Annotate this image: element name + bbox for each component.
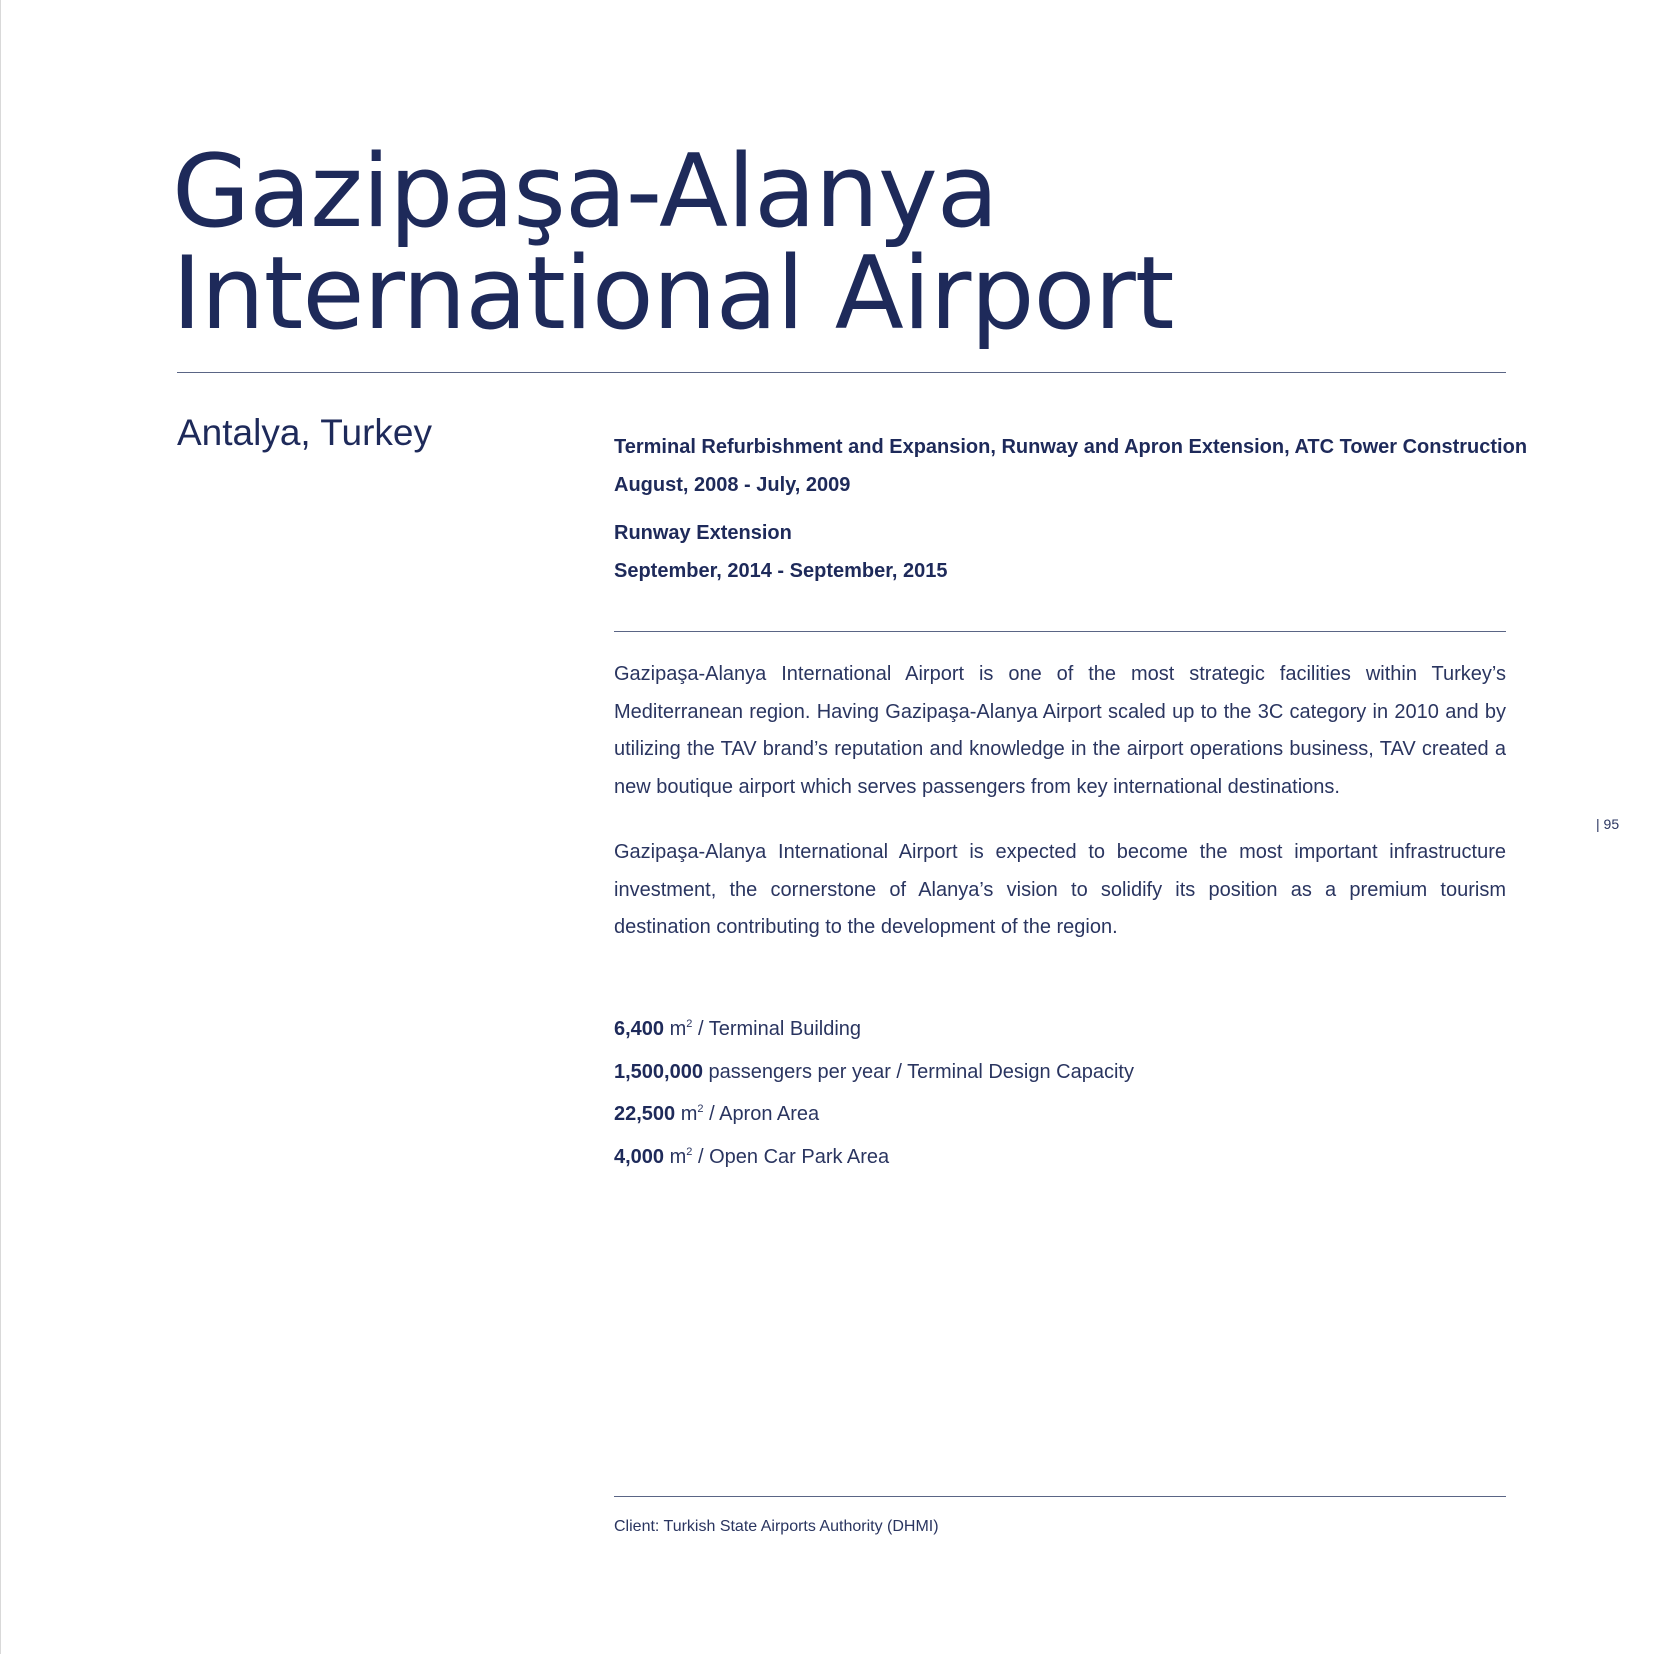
stat-label: / Terminal Building	[692, 1018, 862, 1040]
title-line-2: International Airport	[172, 234, 1174, 352]
description	[614, 656, 1506, 975]
stat-unit-exponent: 2	[697, 1103, 704, 1115]
page-title	[172, 132, 1174, 352]
project-dates: September, 2014 - September, 2015	[614, 560, 948, 582]
page-number: | 95	[1596, 816, 1620, 832]
section-divider	[614, 631, 1506, 632]
description-paragraph: Gazipaşa-Alanya International Airport is one of the most strategic facilities within Turkey’s Mediterranean region. Having Gazipaşa-Alanya Airport scaled up to the 3C category in 2010 and by utilizing the TAV brand’s reputation and knowledge in the airport operations business, TAV created a new boutique airport which serves passengers from key international destinations.	[614, 663, 1506, 798]
stat-unit: m	[669, 1145, 687, 1168]
stat-value: 22,500	[614, 1103, 676, 1125]
stat-unit: passengers per year	[702, 1060, 891, 1083]
stat-value: 4,000	[614, 1145, 665, 1168]
project-list	[614, 428, 1528, 600]
footer-divider	[614, 1496, 1506, 1497]
stat-unit-exponent: 2	[686, 1145, 693, 1158]
project-item	[614, 428, 1528, 504]
title-line-1: Gazipaşa-Alanya	[172, 132, 998, 250]
stat-row	[614, 1006, 1506, 1049]
stat-label: / Terminal Design Capacity	[890, 1060, 1134, 1083]
location-heading: Antalya, Turkey	[177, 412, 433, 453]
stat-row	[614, 1049, 1506, 1092]
client-note: Client: Turkish State Airports Authority (DHMI)	[614, 1518, 939, 1535]
project-item	[614, 514, 1514, 590]
stat-row	[614, 1091, 1506, 1134]
stat-value: 1,500,000	[614, 1060, 703, 1083]
key-figures	[614, 1006, 1506, 1176]
project-name: Runway Extension	[614, 522, 792, 544]
stat-unit-exponent: 2	[686, 1018, 693, 1030]
stat-row	[614, 1134, 1506, 1177]
project-name: Terminal Refurbishment and Expansion, Runway and Apron Extension, ATC Tower Construction	[614, 436, 1528, 458]
description-paragraph: Gazipaşa-Alanya International Airport is expected to become the most important infrastructure investment, the cornerstone of Alanya’s vision to solidify its position as a premium tourism destination contributing to the development of the region.	[614, 841, 1506, 938]
stat-unit: m	[669, 1018, 687, 1040]
page-edge	[0, 0, 1, 1654]
title-divider	[177, 372, 1506, 373]
stat-label: / Open Car Park Area	[692, 1145, 890, 1168]
stat-unit: m	[680, 1103, 698, 1125]
project-dates: August, 2008 - July, 2009	[614, 474, 851, 496]
stat-value: 6,400	[614, 1018, 665, 1040]
stat-label: / Apron Area	[703, 1103, 820, 1125]
